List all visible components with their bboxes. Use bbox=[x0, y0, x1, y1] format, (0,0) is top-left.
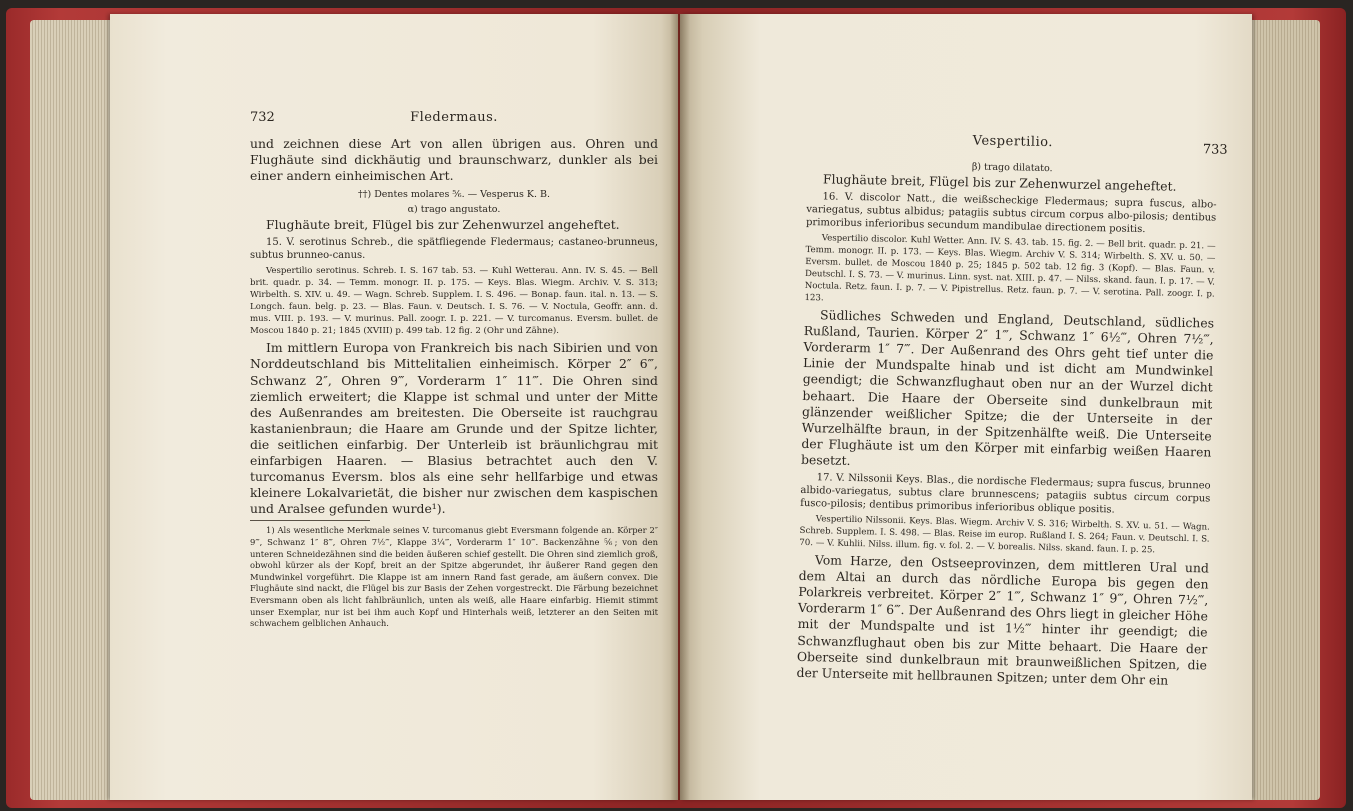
page-number: 732 bbox=[250, 110, 275, 125]
subheading: ††) Dentes molares ⅚. — Vesperus K. B. bbox=[357, 189, 551, 201]
paragraph: Flughäute breit, Flügel bis zur Zehenwurzel angeheftet. bbox=[266, 217, 620, 233]
subheading: α) trago angustato. bbox=[407, 204, 501, 216]
right-page bbox=[680, 14, 1252, 800]
references: Vespertilio discolor. Kuhl Wetter. Ann. IV. S. 43. tab. 15. fig. 2. — Bell brit. quadr. p. 21. — Temm. monogr. II. p. 173. — Keys. Blas. Wiegm. Archiv V. S. 314; Wirbelth. S. XV. u. 50. — Eversm. bullet. de Moscou 1840 p. 25; 1845 p. 502 tab. 12 fig. 3 (Kopf). — Blas. Faun. v. Deutschl. I. S. 73. — V. murinus. Linn. syst. nat. XIII. p. 47. — Nilss. skand. faun. I. p. 17. — V. Noctula. Retz. faun. I. p. 7. — V. Pipistrellus. Retz. faun. p. 7. — V. serotina. Pall. zoogr. I. p. 123. bbox=[804, 233, 1216, 304]
book-gutter bbox=[670, 14, 690, 800]
paragraph: Südliches Schweden und England, Deutschland, südliches Rußland, Taurien. Körper 2″ 1‴, Schwanz 1″ 6½‴, Ohren 7½‴, Vorderarm 1″ 7‴. Der Außenrand des Ohrs geht tief unter die Linie der Mundspalte hinab und ist dicht am Mundwinkel geendigt; die Schwanzflughaut oben nur an der Wurzel dicht behaart. Die Haare der Oberseite sind dunkelbraun mit glänzender weißlicher Spitze; die der Unterseite in der Wurzelhälfte braun, in der Spitzenhälfte weiß. Die Unterseite der Flughäute ist um den Körper mit einfarbig weißen Haaren besetzt. bbox=[800, 307, 1215, 468]
paragraph: Vom Harze, den Ostseeprovinzen, dem mittleren Ural und dem Altai an durch das nördliche Europa bis gegen den Polarkreis verbreitet. Körper 2″ 1‴, Schwanz 1″ 9‴, Ohren 7½‴, Vorderarm 1″ 6‴. Der Außenrand des Ohrs liegt in gleicher Höhe mit der Mundspalte und ist 1½‴ hinter ihr geendigt; die Schwanzflughaut oben bis zur Mitte behaart. Die Haare der Oberseite sind dunkelbraun mit braunweißlichen Spitzen, die der Unterseite mit hellbraunen Spitzen; unter dem Ohr ein bbox=[796, 552, 1210, 688]
running-title: Vespertilio. bbox=[972, 133, 1054, 151]
left-header bbox=[250, 110, 658, 136]
page-edges-right bbox=[1240, 20, 1320, 800]
footnote-rule bbox=[250, 520, 370, 521]
paragraph: Flughäute breit, Flügel bis zur Zehenwurzel angeheftet. bbox=[822, 171, 1177, 194]
page-edges-left bbox=[30, 20, 120, 800]
left-page bbox=[110, 14, 678, 800]
species-heading: 15. V. serotinus Schreb., die spätfliegende Fledermaus; castaneo-brunneus, subtus brunneo-canus. bbox=[250, 237, 658, 262]
right-text-column bbox=[796, 130, 1228, 689]
species-heading: 16. V. discolor Natt., die weißscheckige Fledermaus; supra fuscus, albo-variegatus, subtus albidus; patagiis subtus circum corpus albo-pilosis; dentibus primoribus inferioribus secundum mandibulae directionem positis. bbox=[805, 191, 1217, 236]
paragraph: Im mittlern Europa von Frankreich bis nach Sibirien und von Norddeutschland bis Mittelitalien einheimisch. Körper 2″ 6‴, Schwanz 2″, Ohren 9‴, Vorderarm 1″ 11‴. Die Ohren sind ziemlich erweitert; die Klappe ist schmal und unter der Mitte des Außenrandes am breitesten. Die Oberseite ist rauchgrau kastanienbraun; die Haare am Grunde und der Spitze lichter, die seitlichen einfarbig. Der Unterleib ist bräunlichgrau mit einfarbigen Haaren. — Blasius betrachtet auch den V. turcomanus Eversm. blos als eine sehr hellfarbige und etwas kleinere Lokalvarietät, die bisher nur zwischen dem kaspischen und Aralsee gefunden wurde¹). bbox=[250, 340, 658, 517]
page-number: 733 bbox=[1202, 142, 1228, 158]
species-heading: 17. V. Nilssonii Keys. Blas., die nordische Fledermaus; supra fuscus, brunneo albido-variegatus, subtus clare brunnescens; patagiis subtus circum corpus fusco-pilosis; dentibus primoribus inferioribus oblique positis. bbox=[800, 472, 1211, 516]
paragraph: und zeichnen diese Art von allen übrigen aus. Ohren und Flughäute sind dickhäutig und braunschwarz, dunkler als bei einer andern einheimischen Art. bbox=[250, 136, 658, 184]
footnote: 1) Als wesentliche Merkmale seines V. turcomanus giebt Eversmann folgende an. Körper 2″ 9‴, Schwanz 1″ 8‴, Ohren 7½‴, Klappe 3¼‴, Vorderarm 1″ 10‴. Backenzähne ⅚; von den unteren Schneidezähnen sind die beiden äußeren schief gestellt. Die Ohren sind ziemlich groß, obwohl kürzer als der Kopf, breit an der Spitze abgerundet, ihr äußerer Rand gegen den Mundwinkel vorgeführt. Die Klappe ist am innern Rand fast gerade, am äußern convex. Die Flughäute sind nackt, die Flügel bis zur Basis der Zehen vorgestreckt. Die Färbung bezeichnet Eversmann oben als licht fahlbräunlich, unten als weiß, alle Haare einfarbig. Hiemit stimmt unser Exemplar, nur ist bei ihm auch Kopf und Hinterhals weiß, letzterer an den Seiten mit schwachem gelblichen Anhauch. bbox=[250, 525, 658, 629]
subheading: β) trago dilatato. bbox=[971, 161, 1053, 175]
running-title: Fledermaus. bbox=[410, 110, 498, 125]
references: Vespertilio serotinus. Schreb. I. S. 167 tab. 53. — Kuhl Wetterau. Ann. IV. S. 45. — Bell brit. quadr. p. 34. — Temm. monogr. II. p. 175. — Keys. Blas. Wiegm. Archiv. V. S. 313; Wirbelth. S. XIV. u. 49. — Wagn. Schreb. Supplem. I. S. 496. — Bonap. faun. ital. n. 13. — S. Longch. faun. belg. p. 23. — Blas. Faun. v. Deutsch. I. S. 76. — V. Noctula, Geoffr. ann. d. mus. VIII. p. 193. — V. murinus. Pall. zoogr. I. p. 221. — V. turcomanus. Eversm. bullet. de Moscou 1840 p. 21; 1845 (XVIII) p. 499 tab. 12 fig. 2 (Ohr und Zähne). bbox=[250, 266, 658, 337]
references: Vespertilio Nilssonii. Keys. Blas. Wiegm. Archiv V. S. 316; Wirbelth. S. XV. u. 51. — Wagn. Schreb. Supplem. I. S. 498. — Blas. Reise im europ. Rußland I. S. 264; Faun. v. Deutschl. I. S. 70. — V. Kuhlii. Nilss. illum. fig. v. fol. 2. — V. borealis. Nilss. skand. faun. I. p. 25. bbox=[799, 514, 1210, 556]
left-text-column bbox=[250, 110, 658, 630]
